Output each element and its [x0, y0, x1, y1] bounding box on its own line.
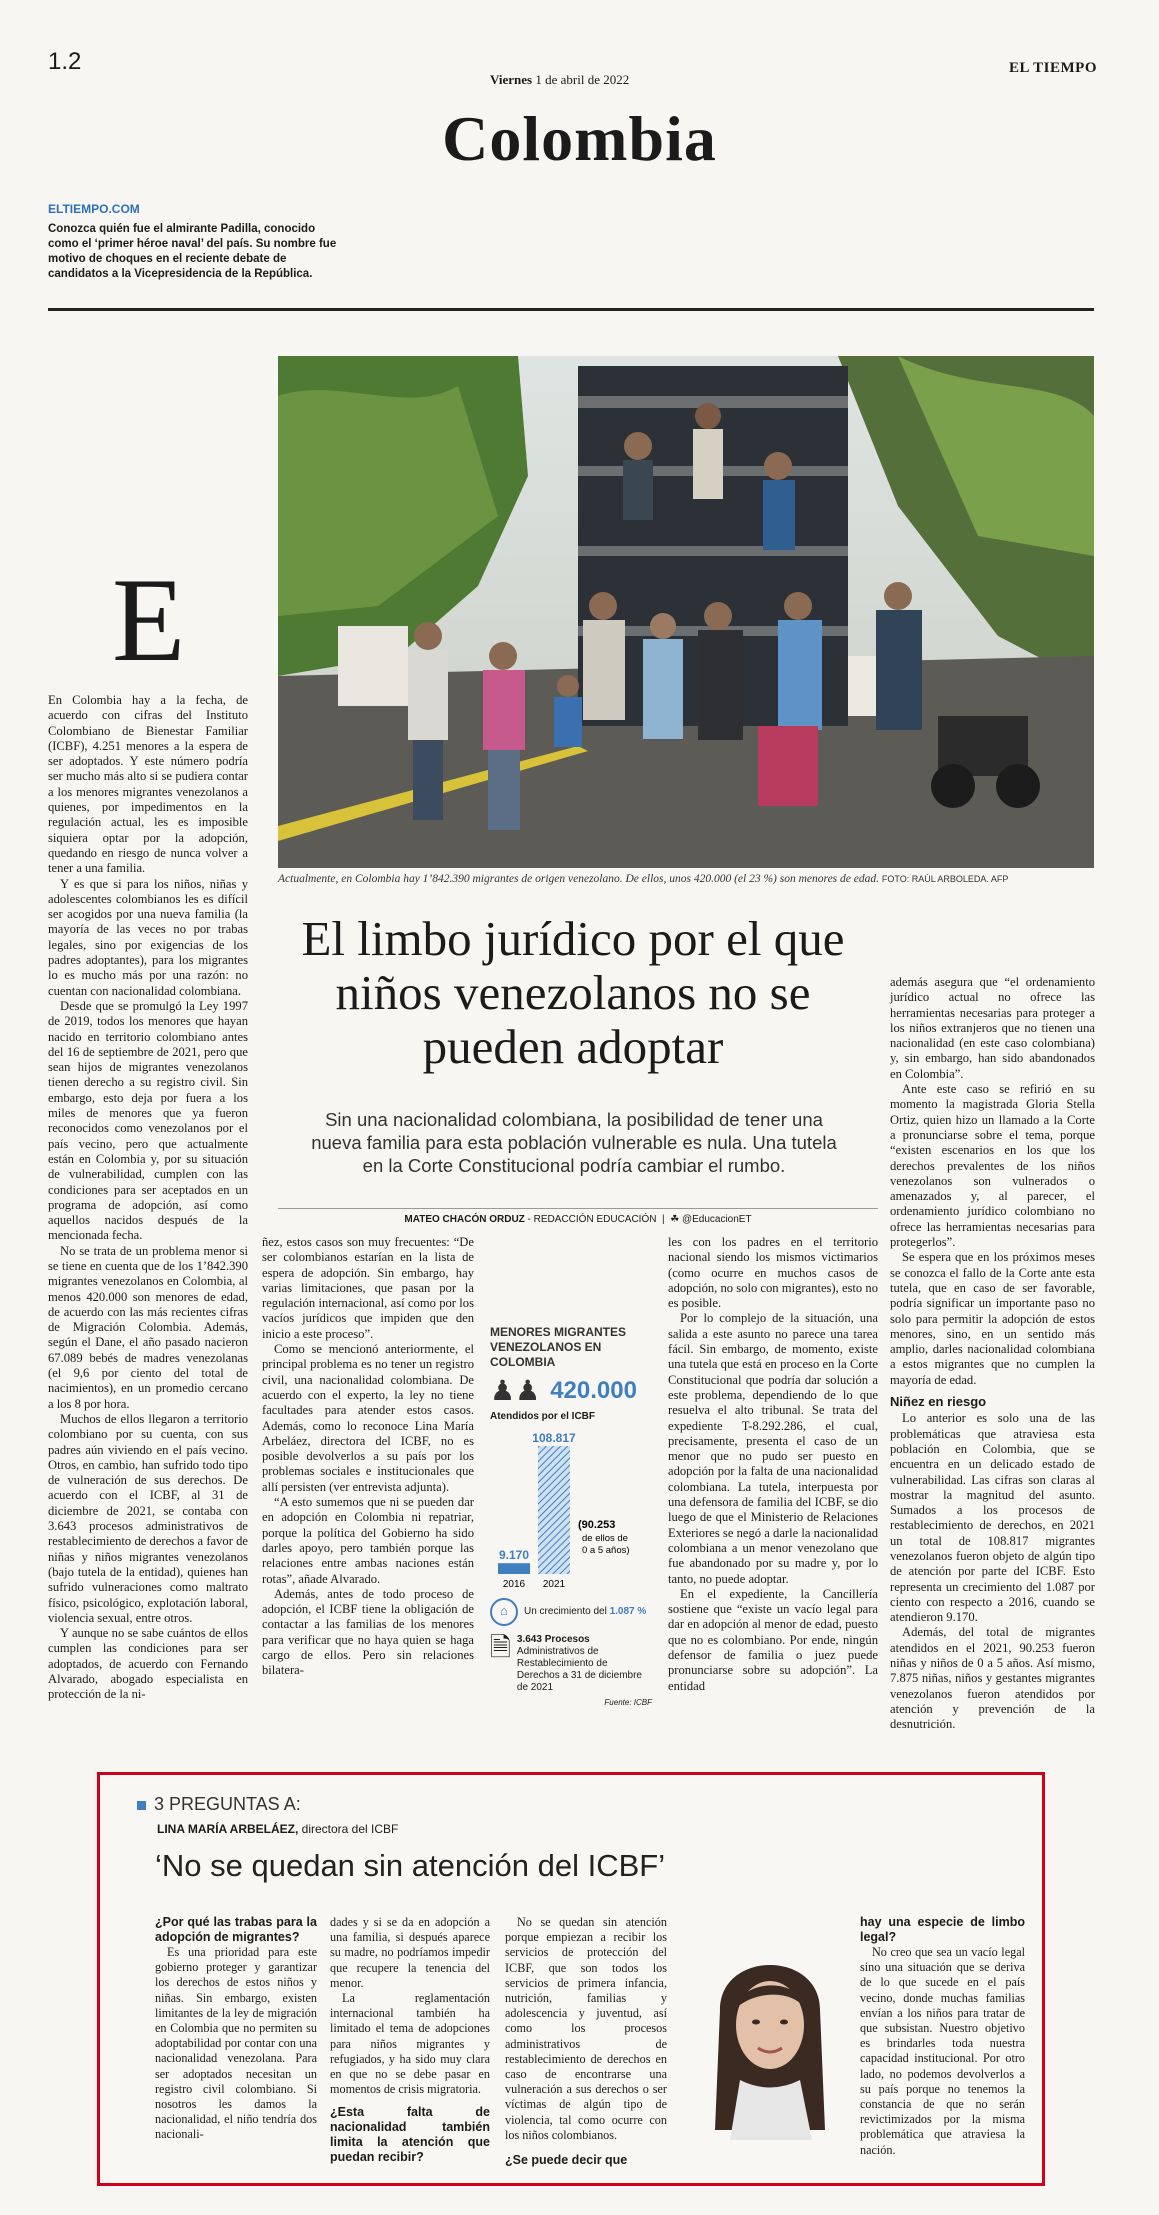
paragraph: Muchos de ellos llegaron a territorio colombiano por su cuenta, con sus padres aún viviendo en el país vecino. Otros, en cambio, han sufrido todo tipo de vulneración de sus derechos. De acuerdo con el ICBF, al 31 de diciembre de 2021, se contaba con 3.643 procesos administrativos de restablecimiento de derechos a favor de niñas y niños migrantes venezolanos (bajo tutela de la entidad), quienes han sufrido vulneraciones como maltrato físico, psicológico, explotación laboral, violencia sexual, entre otros.: [48, 1411, 248, 1625]
document-icon: 🗎: [490, 1632, 511, 1662]
bar-value-label: 108.817: [532, 1431, 576, 1445]
paragraph: ñez, estos casos son muy frecuentes: “De ser colombianos estarían en la lista de espera de adopción. Sin embargo, hay varias limitaciones, que pasan por la regulación internacional, así como por los vacíos jurídicos que impiden que den inicio a este proceso”.: [262, 1235, 474, 1341]
subheadline: Sin una nacionalidad colombiana, la posibilidad de tener una nueva familia para esta población vulnerable es nula. Una tutela en la Corte Constitucional podría cambiar el rumbo.: [311, 1109, 837, 1176]
paragraph: No se trata de un problema menor si se tiene en cuenta que de los 1’842.390 migrantes venezolanos en Colombia, al menos 420.000 son menores de edad, de acuerdo con las más recientes cifras de Migración Colombia. Además, según el Dane, el año pasado nacieron 67.089 bebés de madres venezolanas (el 9,6 por ciento del total de nacimientos), en un promedio cercano a los 8 por hora.: [48, 1243, 248, 1411]
paragraph: Además, antes de todo proceso de adopción, el ICBF tiene la obligación de contactar a las familias de los menores para verificar que no haya quien se haga cargo de ellos. Pero sin relaciones bilatera-: [262, 1586, 474, 1678]
portrait-illustration: [700, 1930, 840, 2140]
interview-column-3: [505, 1915, 667, 2168]
interview-column-4: [860, 1915, 1025, 2158]
website-link[interactable]: ELTIEMPO.COM: [48, 202, 140, 216]
attended-bar-chart: [490, 1424, 652, 1594]
date-day: Viernes: [490, 72, 533, 87]
growth-value: 1.087 %: [609, 1606, 647, 1617]
twitter-icon: ☘: [670, 1214, 680, 1225]
headline: El limbo jurídico por el que niños venezolanos no se pueden adoptar: [301, 911, 845, 1074]
answer: Es una prioridad para este gobierno proteger y garantizar los derechos de estos niños y niñas. Sin embargo, existen limitantes de la ley de migración en Colombia que no permiten su adoptabilidad por contar con una nacionalidad venezolana. Para ser adoptados necesitan un registro civil colombiano. Si nosotros les damos la nacionalidad, el niño tendría dos nacionali-: [155, 1945, 317, 2142]
interviewee-portrait: [700, 1930, 840, 2140]
caption-text: Actualmente, en Colombia hay 1’842.390 migrantes de origen venezolano. De ellos, unos 420.000 (el 23 %) son menores de edad.: [278, 873, 879, 885]
answer: No se quedan sin atención porque empiezan a recibir los servicios de protección del ICBF, que son todos los servicios de primera infancia, nutrición, familias y adolescencia y juventud, así como los procesos administrativos de restablecimiento de derechos en caso de encontrarse una vulneración a sus derechos o ser víctimas de algún tipo de violencia, tal como ocurre con los niños colombianos.: [505, 1915, 667, 2142]
answer: La reglamentación internacional también ha limitado el tema de adopciones para niños migrantes y refugiados, y ha sido muy clara en que no se debe pasar en momentos de crisis migratoria.: [330, 1991, 490, 2097]
photo-credit: FOTO: RAÚL ARBOLEDA. AFP: [881, 874, 1009, 884]
photo-caption: [278, 873, 1094, 885]
header-rule: [48, 308, 1094, 311]
bar-year-label: 2021: [542, 1579, 566, 1590]
procesos-value: 3.643 Procesos: [516, 1634, 590, 1645]
paragraph: Además, del total de migrantes atendidos en el 2021, 90.253 fueron niñas y niños de 0 a 5 años. Así mismo, 7.875 niñas, niños y gestantes migrantes venezolanos fueron atendidos por atención y prevención de la desnutrición.: [890, 1625, 1095, 1732]
photo-illustration: [278, 356, 1094, 868]
interview-column-1: [155, 1915, 317, 2143]
paragraph: Lo anterior es solo una de las problemáticas que atraviesa esta población en Colombia, que se encuentra en un delicado estado de vulnerabilidad. Las cifras son claras al mostrar la magnitud del asunto. Sumados a los procesos de restablecimiento de derechos, en 2021 un total de 108.817 migrantes venezolanos fueron objeto de algún tipo de atención por parte del ICBF. Esto representa un crecimiento del 1.087 por ciento con respecto a 2016, cuando se atendieron 9.170.: [890, 1411, 1095, 1625]
paragraph: En el expediente, la Cancillería sostiene que “existe un vacío legal para dar en adopción al menor de edad, puesto que no es colombiano. Por ende, ningún defensor de familia o juez puede pronunciarse sobre su adopción”. La entidad: [668, 1586, 878, 1693]
byline: MATEO CHACÓN ORDUZ - REDACCIÓN EDUCACIÓN | ☘ @EducacionET: [278, 1208, 878, 1225]
section-title: Colombia: [442, 103, 717, 174]
paragraph: Y aunque no se sabe cuántos de ellos cumplen las condiciones para ser adoptados, de acuerdo con Fernando Alvarado, abogado especialista en protección de la ni-: [48, 1626, 248, 1702]
sub-value: (90.253: [578, 1519, 616, 1531]
article-column-4: [890, 975, 1095, 1733]
question: ¿Por qué las trabas para la adopción de migrantes?: [155, 1915, 317, 1944]
square-bullet-icon: [137, 1801, 146, 1810]
paragraph: Se espera que en los próximos meses se conozca el fallo de la Corte ante esta tutela, que en caso de ser favorable, podría significar un importante paso no solo para permitir la adopción de estos menores, sino, en un sentido más amplio, darles nacionalidad colombiana a estos migrantes que no cumplen la mayoría de edad.: [890, 1250, 1095, 1387]
bar-2021: [538, 1446, 570, 1574]
bar-year-label: 2016: [502, 1579, 526, 1590]
page-number: 1.2: [48, 48, 82, 75]
article-column-2: [262, 1235, 474, 1679]
interview-kicker: [137, 1794, 301, 1815]
growth-label: Un crecimiento del: [524, 1606, 607, 1617]
sub-label-line: 0 a 5 años): [582, 1545, 630, 1556]
subhead: Niñez en riesgo: [890, 1394, 987, 1410]
paragraph: “A esto sumemos que ni se pueden dar en adopción en Colombia ni repatriar, porque la política del Gobierno ha sido darles apoyo, pero también porque las relaciones entre ambas naciones están rotas”, añade Alvarado.: [262, 1495, 474, 1586]
article-column-3: [668, 1235, 878, 1694]
question: hay una especie de limbo legal?: [860, 1915, 1025, 1944]
attended-label: Atendidos por el ICBF: [490, 1411, 595, 1422]
bar-2016: [498, 1563, 530, 1574]
drop-cap: E: [112, 553, 186, 686]
answer: dades y si se da en adopción a una familia, si después aparece su madre, no podríamos impedir que recupere la tenencia del menor.: [330, 1915, 490, 1990]
interview-headline: ‘No se quedan sin atención del ICBF’: [155, 1848, 666, 1883]
paragraph: además asegura que “el ordenamiento jurídico actual no ofrece las herramientas necesarias para proteger a los niños extranjeros que no tienen una nacionalidad (en este caso colombiana) y, sin embargo, han sido abandonados en Colombia”.: [890, 975, 1095, 1081]
kicker-text: 3 PREGUNTAS A:: [154, 1794, 301, 1814]
total-migrant-minors: 420.000: [550, 1376, 637, 1404]
news-photo: [278, 356, 1094, 868]
interviewee-role: directora del ICBF: [298, 1822, 399, 1836]
bar-value-label: 9.170: [498, 1548, 530, 1563]
children-icon: ♟♟: [490, 1375, 541, 1406]
newspaper-brand: EL TIEMPO: [1009, 60, 1097, 76]
byline-desk: - REDACCIÓN EDUCACIÓN: [524, 1214, 657, 1225]
interviewee: [157, 1822, 398, 1836]
procesos-label: Administrativos de Restablecimiento de Derechos a 31 de diciembre de 2021: [516, 1646, 642, 1693]
question: ¿Se puede decir que: [505, 2153, 628, 2168]
paragraph: les con los padres en el territorio nacional siendo los mismos victimarios (como ocurre en muchos casos de adopción, no solo con migrantes), esto no es posible.: [668, 1235, 878, 1311]
article-column-1: [48, 693, 248, 1703]
question: ¿Esta falta de nacionalidad también limita la atención que puedan recibir?: [330, 2105, 490, 2165]
paragraph: Ante este caso se refirió en su momento la magistrada Gloria Stella Ortiz, quien hizo un llamado a la Corte a pronunciarse sobre el tema, porque “existen escenarios en los que los derechos prevalentes de los niños venezolanos son vulnerados o amenazados y, al parecer, el ordenamiento jurídico colombiano no ofrece las herramientas necesarias para protegerlos”.: [890, 1082, 1095, 1250]
answer: No creo que sea un vacío legal sino una situación que se deriva de lo que sucede en el país vecino, donde muchas familias envían a los niños para tratar de que subsistan. Nuestro objetivo es brindarles toda nuestra capacidad institucional. Por otro lado, no podemos devolverlos a su país porque no tenemos la constancia de que no serán revictimizados por la misma problemática que atraviesa la nación.: [860, 1945, 1025, 2157]
byline-handle[interactable]: @EducacionET: [681, 1214, 752, 1225]
paragraph: Desde que se promulgó la Ley 1997 de 2019, todos los menores que hayan nacido en territorio colombiano antes del 16 de septiembre de 2021, pero que sean hijos de migrantes venezolanos tienen derecho a su registro civil. Sin embargo, esto deja por fuera a los miles de menores que ya fueron reconocidos como venezolanos por el país vecino, pero que actualmente están en Colombia y, por su situación de vulnerabilidad, cumplen con las condiciones para ser aceptados en un programa de adopción, así como aquellos nacidos después de la mencionada fecha.: [48, 998, 248, 1243]
house-up-icon: ⌂: [490, 1598, 518, 1626]
paragraph: Como se mencionó anteriormente, el principal problema es no tener un registro civil, una nacionalidad colombiana. De acuerdo con el experto, la ley no tiene facultades para atender estos casos. Además, como lo reconoce Lina María Arbeláez, directora del ICBF, no es posible devolverlos a su país por los problemas sociales e institucionales que allí persisten (ver entrevista adjunta).: [262, 1342, 474, 1494]
sub-label-line: de ellos de: [582, 1533, 628, 1544]
interviewee-name: LINA MARÍA ARBELÁEZ,: [157, 1822, 299, 1836]
infographic-source: Fuente: ICBF: [604, 1698, 652, 1707]
issue-date: [490, 72, 629, 88]
infographic: [490, 1325, 652, 1707]
teaser-text: Conozca quién fue el almirante Padilla, conocido como el ‘primer héroe naval’ del país. Su nombre fue motivo de choques en el reciente debate de candidatos a la Vicepresidencia de la República.: [48, 223, 337, 280]
infographic-title: MENORES MIGRANTES VENEZOLANOS EN COLOMBIA: [490, 1325, 627, 1369]
date-rest: 1 de abril de 2022: [535, 72, 630, 87]
paragraph: En Colombia hay a la fecha, de acuerdo con cifras del Instituto Colombiano de Bienestar Familiar (ICBF), 4.251 menores a la espera de ser adoptados. Y este número podría ser mucho más alto si se pudiera contar a los menores migrantes venezolanos a quienes, por impedimentos en la regulación actual, les es imposible siquiera optar por la adopción, quedando en riesgo de nunca volver a tener a una familia.: [48, 693, 248, 876]
paragraph: Por lo complejo de la situación, una salida a este asunto no parece una tarea fácil. Sin embargo, de momento, existe una tutela que está en proceso en la Corte Constitucional que podría dar solución a este problema, dependiendo de lo que resuelva el alto tribunal. Se trata del expediente T-8.292.286, el cual, precisamente, presenta el caso de un menor que no pudo ser puesto en adopción por la falta de una nacionalidad colombiana. La tutela, interpuesta por una defensora de familia del ICBF, se dio luego de que el Ministerio de Relaciones Exteriores se negó a darle la nacionalidad colombiana a un menor venezolano que fue abandonado por su madre y, por lo tanto, no puede adoptar.: [668, 1311, 878, 1586]
paragraph: Y es que si para los niños, niñas y adolescentes colombianos les es difícil ser acogidos por una nueva familia (la mayoría de las veces no por trabas legales, sino por exigencias de los padres adoptantes), para los migrantes lo es mucho más por una razón: no cuentan con nacionalidad colombiana.: [48, 876, 248, 998]
interview-column-2: [330, 1915, 490, 2165]
byline-author: MATEO CHACÓN ORDUZ: [404, 1214, 525, 1225]
